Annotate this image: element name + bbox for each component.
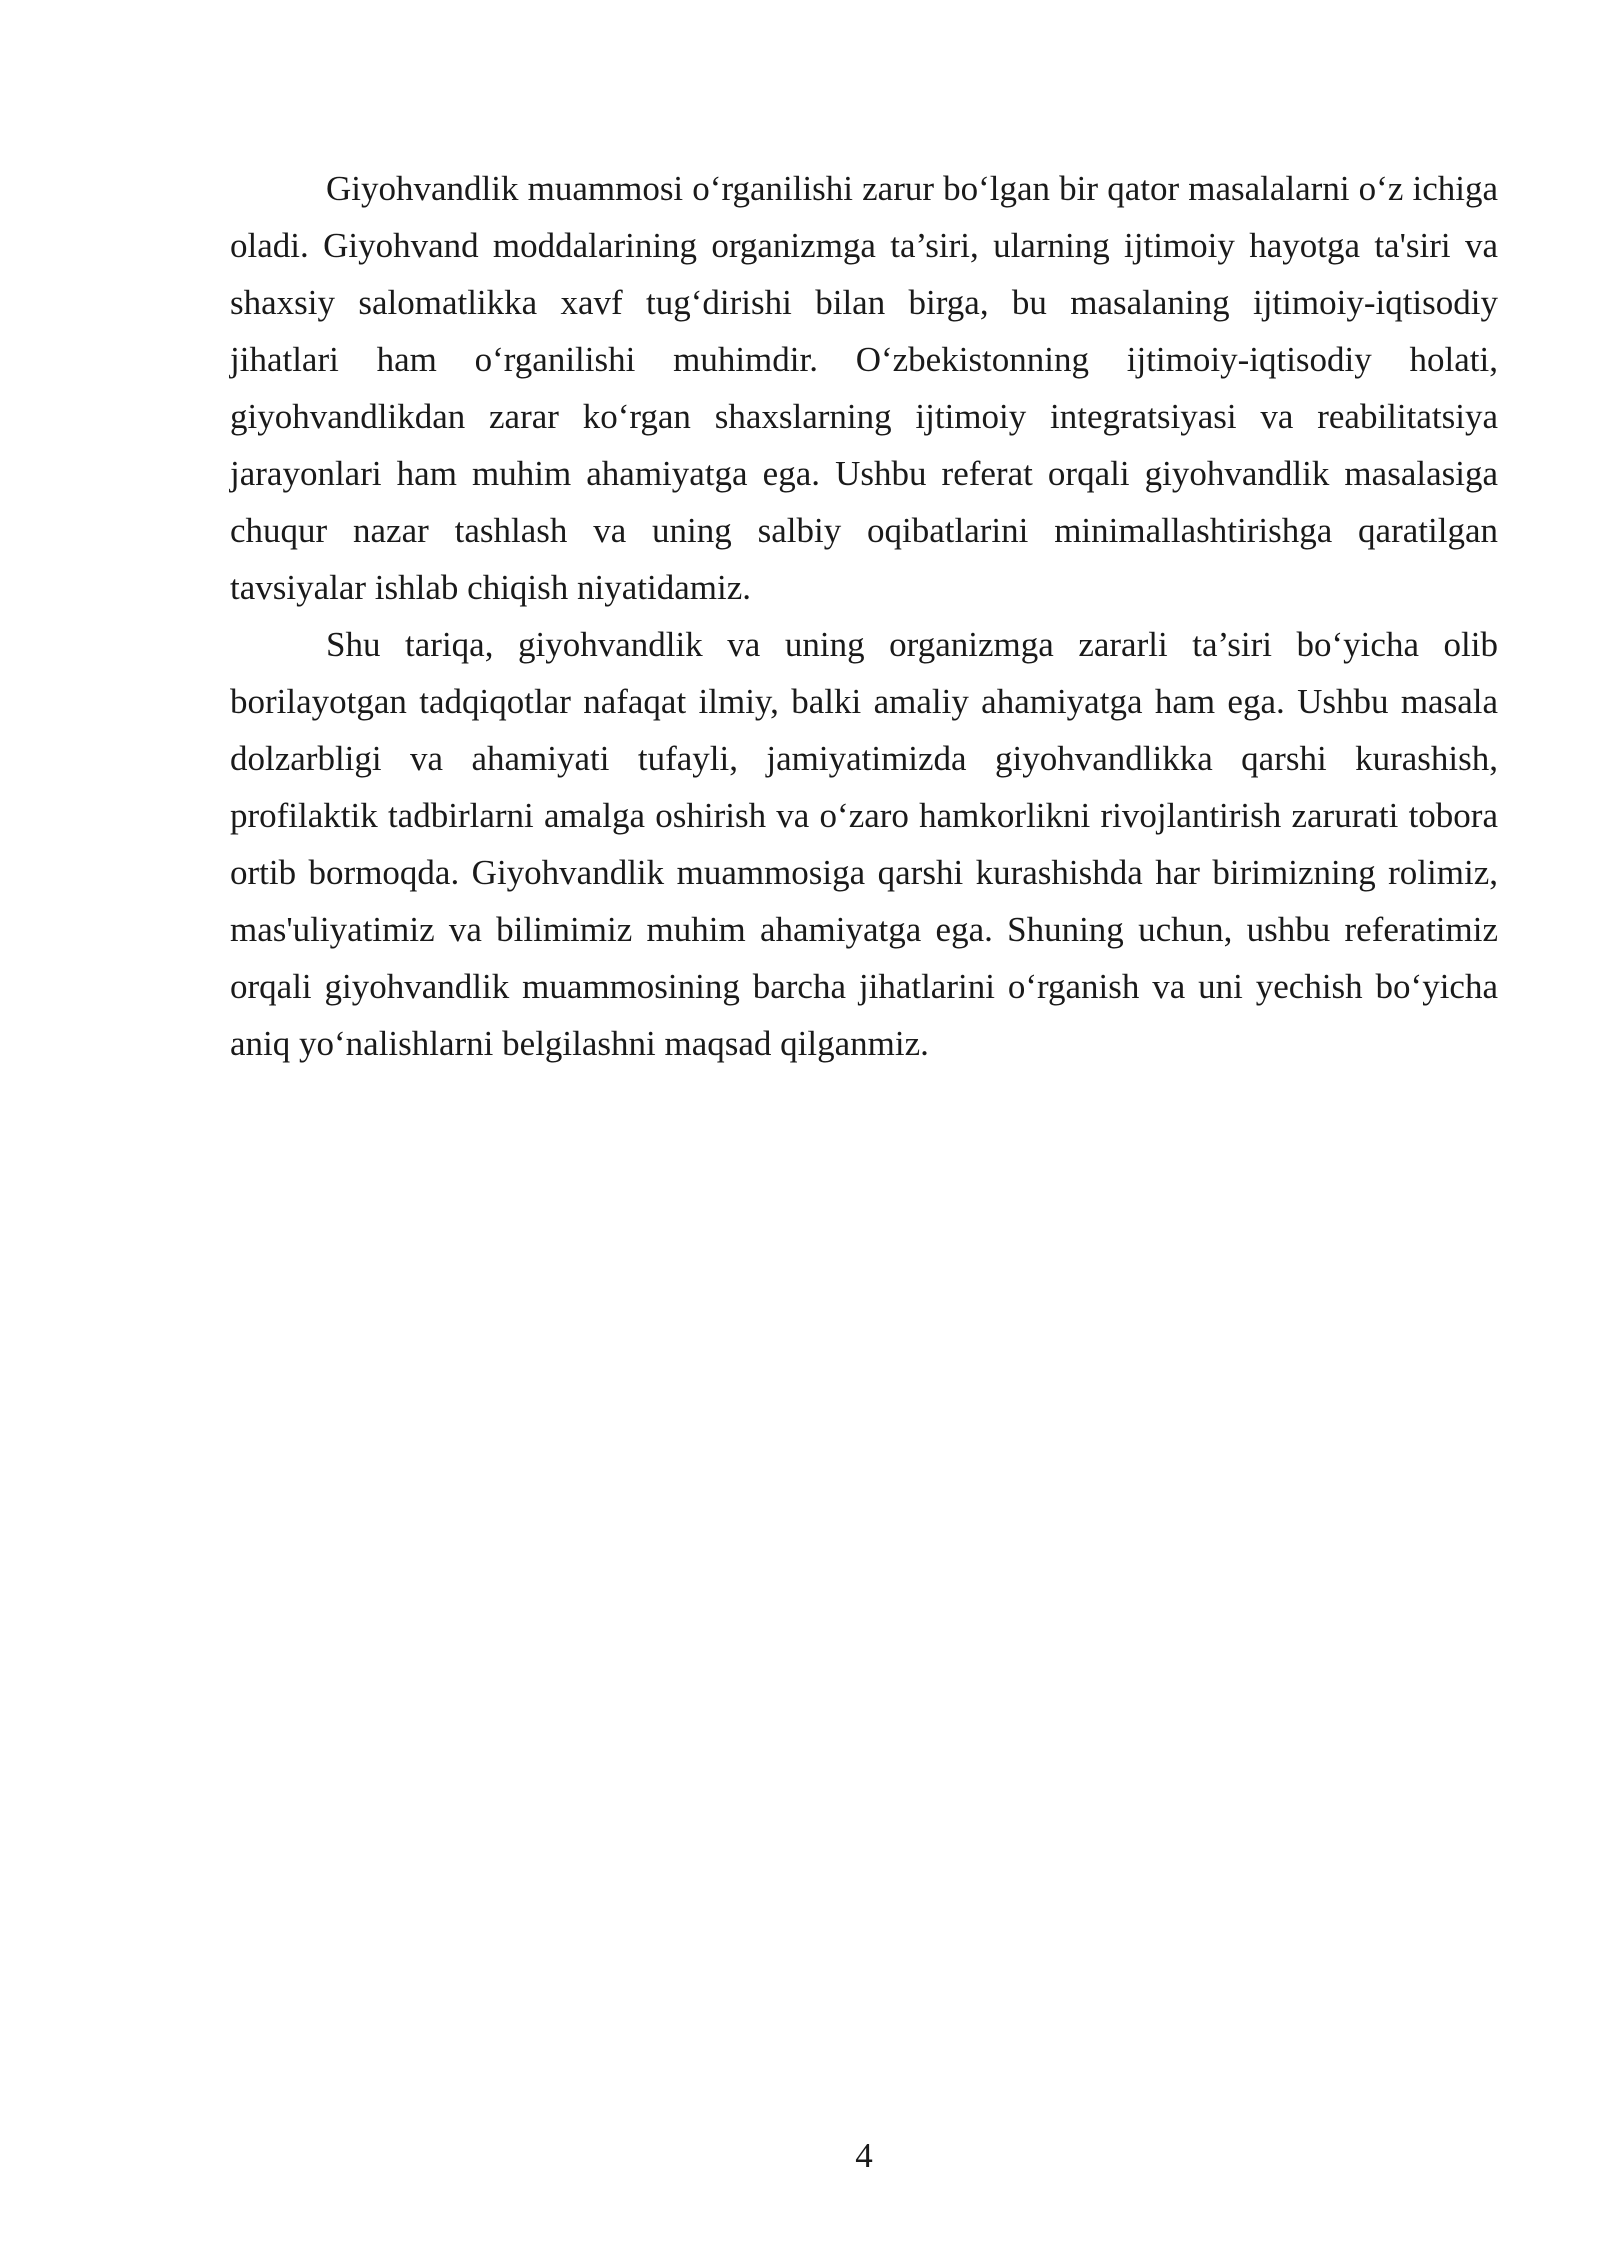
- body-text: [230, 160, 1498, 1072]
- paragraph-2: Shu tariqa, giyohvandlik va uning organizmga zararli ta’siri bo‘yicha olib borilayotgan tadqiqotlar nafaqat ilmiy, balki amaliy ahamiyatga ham ega. Ushbu masala dolzarbligi va ahamiyati tufayli, jamiyatimizda giyohvandlikka qarshi kurashish, profilaktik tadbirlarni amalga oshirish va o‘zaro hamkorlikni rivojlantirish zarurati tobora ortib bormoqda. Giyohvandlik muammosiga qarshi kurashishda har birimizning rolimiz, mas'uliyatimiz va bilimimiz muhim ahamiyatga ega. Shuning uchun, ushbu referatimiz orqali giyohvandlik muammosining barcha jihatlarini o‘rganish va uni yechish bo‘yicha aniq yo‘nalishlarni belgilashni maqsad qilganmiz.: [230, 625, 1498, 1063]
- page-number: 4: [855, 2136, 873, 2175]
- paragraph-1: Giyohvandlik muammosi o‘rganilishi zarur bo‘lgan bir qator masalalarni o‘z ichiga oladi. Giyohvand moddalarining organizmga ta’siri, ularning ijtimoiy hayotga ta'siri va shaxsiy salomatlikka xavf tug‘dirishi bilan birga, bu masalaning ijtimoiy-iqtisodiy jihatlari ham o‘rganilishi muhimdir. O‘zbekistonning ijtimoiy-iqtisodiy holati, giyohvandlikdan zarar ko‘rgan shaxslarning ijtimoiy integratsiyasi va reabilitatsiya jarayonlari ham muhim ahamiyatga ega. Ushbu referat orqali giyohvandlik masalasiga chuqur nazar tashlash va uning salbiy oqibatlarini minimallashtirishga qaratilgan tavsiyalar ishlab chiqish niyatidamiz.: [230, 169, 1498, 607]
